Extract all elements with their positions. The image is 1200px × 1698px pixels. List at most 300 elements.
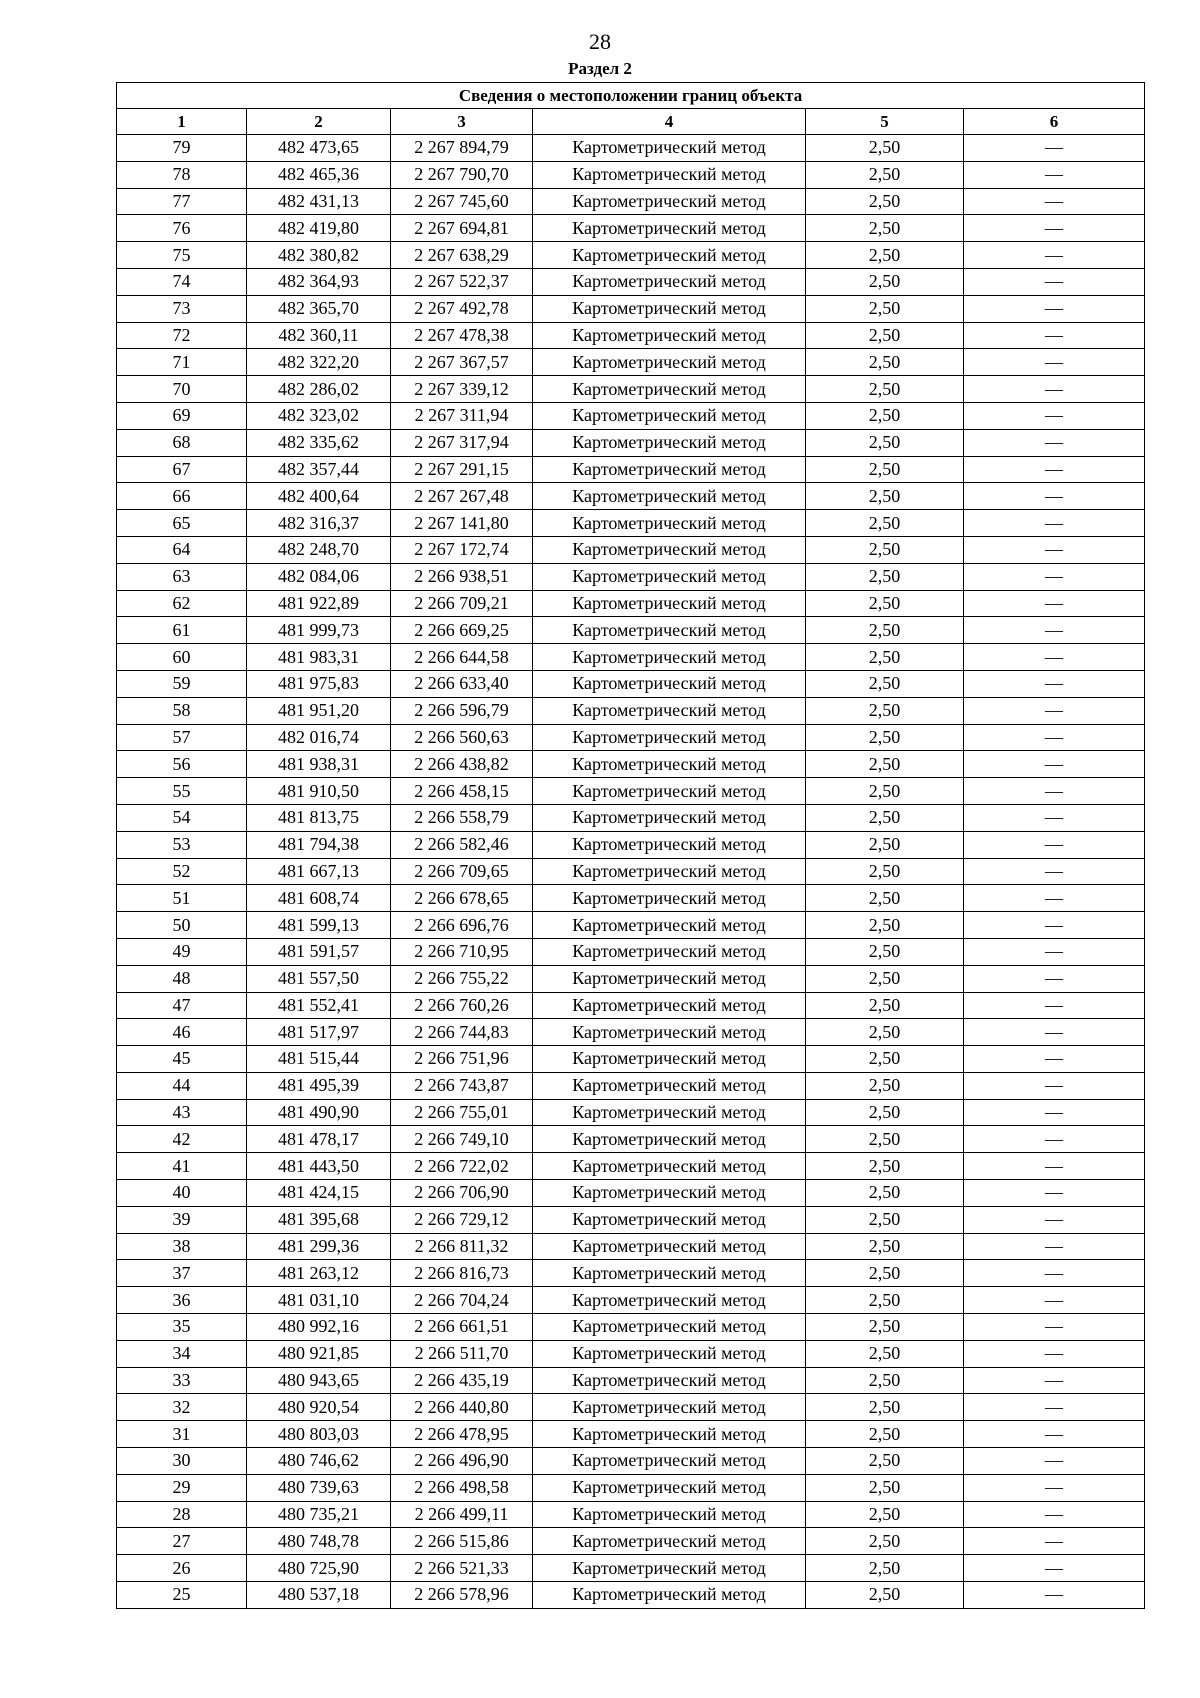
x-coordinate-cell: 482 380,82 [247, 242, 391, 269]
method-cell: Картометрический метод [533, 590, 806, 617]
x-coordinate-cell: 481 910,50 [247, 778, 391, 805]
method-cell: Картометрический метод [533, 1260, 806, 1287]
accuracy-cell: 2,50 [806, 1448, 964, 1475]
accuracy-cell: 2,50 [806, 1046, 964, 1073]
note-cell: — [964, 751, 1145, 778]
note-cell: — [964, 429, 1145, 456]
y-coordinate-cell: 2 266 816,73 [391, 1260, 533, 1287]
accuracy-cell: 2,50 [806, 242, 964, 269]
point-number-cell: 29 [117, 1474, 247, 1501]
table-row [117, 724, 1145, 751]
method-cell: Картометрический метод [533, 1046, 806, 1073]
point-number-cell: 59 [117, 670, 247, 697]
note-cell: — [964, 1287, 1145, 1314]
table-row [117, 1367, 1145, 1394]
method-cell: Картометрический метод [533, 349, 806, 376]
y-coordinate-cell: 2 267 291,15 [391, 456, 533, 483]
point-number-cell: 61 [117, 617, 247, 644]
method-cell: Картометрический метод [533, 215, 806, 242]
table-row [117, 483, 1145, 510]
x-coordinate-cell: 482 323,02 [247, 402, 391, 429]
table-row [117, 751, 1145, 778]
accuracy-cell: 2,50 [806, 590, 964, 617]
table-row [117, 349, 1145, 376]
x-coordinate-cell: 482 364,93 [247, 268, 391, 295]
y-coordinate-cell: 2 266 633,40 [391, 670, 533, 697]
point-number-cell: 78 [117, 161, 247, 188]
y-coordinate-cell: 2 267 492,78 [391, 295, 533, 322]
method-cell: Картометрический метод [533, 1340, 806, 1367]
table-row [117, 1474, 1145, 1501]
table-row [117, 965, 1145, 992]
accuracy-cell: 2,50 [806, 1180, 964, 1207]
accuracy-cell: 2,50 [806, 804, 964, 831]
method-cell: Картометрический метод [533, 751, 806, 778]
method-cell: Картометрический метод [533, 1206, 806, 1233]
table-row [117, 161, 1145, 188]
point-number-cell: 50 [117, 912, 247, 939]
point-number-cell: 48 [117, 965, 247, 992]
y-coordinate-cell: 2 267 367,57 [391, 349, 533, 376]
column-number: 5 [806, 109, 964, 135]
note-cell: — [964, 215, 1145, 242]
note-cell: — [964, 1367, 1145, 1394]
y-coordinate-cell: 2 266 438,82 [391, 751, 533, 778]
accuracy-cell: 2,50 [806, 429, 964, 456]
note-cell: — [964, 1448, 1145, 1475]
x-coordinate-cell: 482 316,37 [247, 510, 391, 537]
note-cell: — [964, 242, 1145, 269]
method-cell: Картометрический метод [533, 912, 806, 939]
x-coordinate-cell: 481 443,50 [247, 1153, 391, 1180]
x-coordinate-cell: 482 473,65 [247, 135, 391, 162]
x-coordinate-cell: 480 921,85 [247, 1340, 391, 1367]
method-cell: Картометрический метод [533, 1501, 806, 1528]
note-cell: — [964, 1501, 1145, 1528]
y-coordinate-cell: 2 267 694,81 [391, 215, 533, 242]
accuracy-cell: 2,50 [806, 483, 964, 510]
method-cell: Картометрический метод [533, 536, 806, 563]
y-coordinate-cell: 2 266 435,19 [391, 1367, 533, 1394]
note-cell: — [964, 536, 1145, 563]
column-number: 4 [533, 109, 806, 135]
method-cell: Картометрический метод [533, 965, 806, 992]
accuracy-cell: 2,50 [806, 885, 964, 912]
note-cell: — [964, 617, 1145, 644]
note-cell: — [964, 510, 1145, 537]
method-cell: Картометрический метод [533, 135, 806, 162]
note-cell: — [964, 402, 1145, 429]
x-coordinate-cell: 482 357,44 [247, 456, 391, 483]
point-number-cell: 27 [117, 1528, 247, 1555]
point-number-cell: 74 [117, 268, 247, 295]
x-coordinate-cell: 481 667,13 [247, 858, 391, 885]
accuracy-cell: 2,50 [806, 965, 964, 992]
column-number-row [117, 109, 1145, 135]
y-coordinate-cell: 2 266 755,01 [391, 1099, 533, 1126]
method-cell: Картометрический метод [533, 992, 806, 1019]
note-cell: — [964, 188, 1145, 215]
method-cell: Картометрический метод [533, 429, 806, 456]
x-coordinate-cell: 481 813,75 [247, 804, 391, 831]
method-cell: Картометрический метод [533, 1582, 806, 1609]
y-coordinate-cell: 2 267 311,94 [391, 402, 533, 429]
accuracy-cell: 2,50 [806, 268, 964, 295]
point-number-cell: 66 [117, 483, 247, 510]
method-cell: Картометрический метод [533, 1180, 806, 1207]
point-number-cell: 47 [117, 992, 247, 1019]
section-label: Раздел 2 [568, 59, 632, 78]
point-number-cell: 43 [117, 1099, 247, 1126]
y-coordinate-cell: 2 267 478,38 [391, 322, 533, 349]
y-coordinate-cell: 2 266 440,80 [391, 1394, 533, 1421]
table-row [117, 402, 1145, 429]
y-coordinate-cell: 2 266 751,96 [391, 1046, 533, 1073]
y-coordinate-cell: 2 266 744,83 [391, 1019, 533, 1046]
table-row [117, 1072, 1145, 1099]
table-row [117, 1314, 1145, 1341]
y-coordinate-cell: 2 267 339,12 [391, 376, 533, 403]
table-row [117, 1019, 1145, 1046]
y-coordinate-cell: 2 266 596,79 [391, 697, 533, 724]
table-row [117, 322, 1145, 349]
point-number-cell: 49 [117, 938, 247, 965]
y-coordinate-cell: 2 267 141,80 [391, 510, 533, 537]
x-coordinate-cell: 482 400,64 [247, 483, 391, 510]
method-cell: Картометрический метод [533, 697, 806, 724]
table-row [117, 644, 1145, 671]
table-row [117, 1528, 1145, 1555]
point-number-cell: 26 [117, 1555, 247, 1582]
table-row [117, 912, 1145, 939]
table-row [117, 858, 1145, 885]
accuracy-cell: 2,50 [806, 912, 964, 939]
x-coordinate-cell: 480 992,16 [247, 1314, 391, 1341]
table-row [117, 1233, 1145, 1260]
method-cell: Картометрический метод [533, 644, 806, 671]
point-number-cell: 40 [117, 1180, 247, 1207]
y-coordinate-cell: 2 267 267,48 [391, 483, 533, 510]
y-coordinate-cell: 2 266 709,21 [391, 590, 533, 617]
point-number-cell: 39 [117, 1206, 247, 1233]
accuracy-cell: 2,50 [806, 858, 964, 885]
accuracy-cell: 2,50 [806, 751, 964, 778]
note-cell: — [964, 1233, 1145, 1260]
x-coordinate-cell: 482 419,80 [247, 215, 391, 242]
note-cell: — [964, 644, 1145, 671]
accuracy-cell: 2,50 [806, 536, 964, 563]
method-cell: Картометрический метод [533, 402, 806, 429]
table-row [117, 697, 1145, 724]
accuracy-cell: 2,50 [806, 295, 964, 322]
accuracy-cell: 2,50 [806, 1367, 964, 1394]
table-row [117, 1153, 1145, 1180]
note-cell: — [964, 1528, 1145, 1555]
accuracy-cell: 2,50 [806, 778, 964, 805]
table-row [117, 885, 1145, 912]
accuracy-cell: 2,50 [806, 938, 964, 965]
accuracy-cell: 2,50 [806, 724, 964, 751]
accuracy-cell: 2,50 [806, 697, 964, 724]
y-coordinate-cell: 2 266 582,46 [391, 831, 533, 858]
accuracy-cell: 2,50 [806, 322, 964, 349]
table-row [117, 536, 1145, 563]
accuracy-cell: 2,50 [806, 1582, 964, 1609]
table-row [117, 563, 1145, 590]
table-row [117, 456, 1145, 483]
x-coordinate-cell: 481 557,50 [247, 965, 391, 992]
note-cell: — [964, 161, 1145, 188]
note-cell: — [964, 135, 1145, 162]
method-cell: Картометрический метод [533, 242, 806, 269]
y-coordinate-cell: 2 266 496,90 [391, 1448, 533, 1475]
x-coordinate-cell: 482 322,20 [247, 349, 391, 376]
note-cell: — [964, 670, 1145, 697]
point-number-cell: 75 [117, 242, 247, 269]
method-cell: Картометрический метод [533, 804, 806, 831]
x-coordinate-cell: 482 286,02 [247, 376, 391, 403]
table-row [117, 1260, 1145, 1287]
x-coordinate-cell: 481 608,74 [247, 885, 391, 912]
point-number-cell: 67 [117, 456, 247, 483]
x-coordinate-cell: 481 495,39 [247, 1072, 391, 1099]
method-cell: Картометрический метод [533, 1367, 806, 1394]
y-coordinate-cell: 2 266 644,58 [391, 644, 533, 671]
x-coordinate-cell: 481 999,73 [247, 617, 391, 644]
note-cell: — [964, 724, 1145, 751]
accuracy-cell: 2,50 [806, 1233, 964, 1260]
accuracy-cell: 2,50 [806, 831, 964, 858]
table-row [117, 268, 1145, 295]
method-cell: Картометрический метод [533, 670, 806, 697]
accuracy-cell: 2,50 [806, 992, 964, 1019]
x-coordinate-cell: 481 552,41 [247, 992, 391, 1019]
table-row [117, 376, 1145, 403]
table-row [117, 1206, 1145, 1233]
point-number-cell: 52 [117, 858, 247, 885]
point-number-cell: 42 [117, 1126, 247, 1153]
method-cell: Картометрический метод [533, 268, 806, 295]
y-coordinate-cell: 2 266 521,33 [391, 1555, 533, 1582]
accuracy-cell: 2,50 [806, 456, 964, 483]
method-cell: Картометрический метод [533, 885, 806, 912]
x-coordinate-cell: 481 983,31 [247, 644, 391, 671]
method-cell: Картометрический метод [533, 1555, 806, 1582]
point-number-cell: 71 [117, 349, 247, 376]
note-cell: — [964, 1340, 1145, 1367]
y-coordinate-cell: 2 266 478,95 [391, 1421, 533, 1448]
note-cell: — [964, 590, 1145, 617]
x-coordinate-cell: 481 263,12 [247, 1260, 391, 1287]
y-coordinate-cell: 2 267 317,94 [391, 429, 533, 456]
method-cell: Картометрический метод [533, 938, 806, 965]
method-cell: Картометрический метод [533, 510, 806, 537]
point-number-cell: 37 [117, 1260, 247, 1287]
table-row [117, 1340, 1145, 1367]
table-row [117, 295, 1145, 322]
x-coordinate-cell: 480 803,03 [247, 1421, 391, 1448]
method-cell: Картометрический метод [533, 376, 806, 403]
accuracy-cell: 2,50 [806, 510, 964, 537]
accuracy-cell: 2,50 [806, 1126, 964, 1153]
y-coordinate-cell: 2 266 755,22 [391, 965, 533, 992]
x-coordinate-cell: 481 515,44 [247, 1046, 391, 1073]
accuracy-cell: 2,50 [806, 1340, 964, 1367]
accuracy-cell: 2,50 [806, 1019, 964, 1046]
x-coordinate-cell: 480 735,21 [247, 1501, 391, 1528]
point-number-cell: 41 [117, 1153, 247, 1180]
note-cell: — [964, 1126, 1145, 1153]
method-cell: Картометрический метод [533, 1287, 806, 1314]
y-coordinate-cell: 2 267 522,37 [391, 268, 533, 295]
note-cell: — [964, 697, 1145, 724]
y-coordinate-cell: 2 267 172,74 [391, 536, 533, 563]
point-number-cell: 28 [117, 1501, 247, 1528]
table-row [117, 1287, 1145, 1314]
x-coordinate-cell: 481 591,57 [247, 938, 391, 965]
x-coordinate-cell: 482 335,62 [247, 429, 391, 456]
point-number-cell: 63 [117, 563, 247, 590]
x-coordinate-cell: 482 016,74 [247, 724, 391, 751]
accuracy-cell: 2,50 [806, 1206, 964, 1233]
table-row [117, 1582, 1145, 1609]
accuracy-cell: 2,50 [806, 135, 964, 162]
accuracy-cell: 2,50 [806, 1287, 964, 1314]
accuracy-cell: 2,50 [806, 1072, 964, 1099]
point-number-cell: 65 [117, 510, 247, 537]
point-number-cell: 72 [117, 322, 247, 349]
accuracy-cell: 2,50 [806, 376, 964, 403]
accuracy-cell: 2,50 [806, 563, 964, 590]
y-coordinate-cell: 2 266 511,70 [391, 1340, 533, 1367]
note-cell: — [964, 912, 1145, 939]
page-number: 28 [589, 29, 611, 54]
x-coordinate-cell: 480 748,78 [247, 1528, 391, 1555]
point-number-cell: 53 [117, 831, 247, 858]
note-cell: — [964, 1046, 1145, 1073]
method-cell: Картометрический метод [533, 295, 806, 322]
table-row [117, 778, 1145, 805]
note-cell: — [964, 1180, 1145, 1207]
x-coordinate-cell: 481 478,17 [247, 1126, 391, 1153]
table-row [117, 135, 1145, 162]
method-cell: Картометрический метод [533, 1421, 806, 1448]
point-number-cell: 35 [117, 1314, 247, 1341]
method-cell: Картометрический метод [533, 1448, 806, 1475]
note-cell: — [964, 295, 1145, 322]
y-coordinate-cell: 2 266 515,86 [391, 1528, 533, 1555]
point-number-cell: 60 [117, 644, 247, 671]
method-cell: Картометрический метод [533, 1126, 806, 1153]
point-number-cell: 62 [117, 590, 247, 617]
note-cell: — [964, 322, 1145, 349]
point-number-cell: 58 [117, 697, 247, 724]
note-cell: — [964, 268, 1145, 295]
y-coordinate-cell: 2 266 661,51 [391, 1314, 533, 1341]
accuracy-cell: 2,50 [806, 1474, 964, 1501]
y-coordinate-cell: 2 266 760,26 [391, 992, 533, 1019]
y-coordinate-cell: 2 266 704,24 [391, 1287, 533, 1314]
y-coordinate-cell: 2 266 938,51 [391, 563, 533, 590]
table-row [117, 1555, 1145, 1582]
y-coordinate-cell: 2 266 729,12 [391, 1206, 533, 1233]
table-row [117, 1046, 1145, 1073]
point-number-cell: 79 [117, 135, 247, 162]
x-coordinate-cell: 481 794,38 [247, 831, 391, 858]
y-coordinate-cell: 2 266 458,15 [391, 778, 533, 805]
note-cell: — [964, 1153, 1145, 1180]
note-cell: — [964, 1582, 1145, 1609]
note-cell: — [964, 1421, 1145, 1448]
x-coordinate-cell: 481 599,13 [247, 912, 391, 939]
x-coordinate-cell: 481 424,15 [247, 1180, 391, 1207]
method-cell: Картометрический метод [533, 456, 806, 483]
method-cell: Картометрический метод [533, 1474, 806, 1501]
x-coordinate-cell: 481 395,68 [247, 1206, 391, 1233]
y-coordinate-cell: 2 266 709,65 [391, 858, 533, 885]
note-cell: — [964, 1206, 1145, 1233]
accuracy-cell: 2,50 [806, 349, 964, 376]
method-cell: Картометрический метод [533, 1394, 806, 1421]
column-number: 6 [964, 109, 1145, 135]
table-row [117, 1501, 1145, 1528]
note-cell: — [964, 376, 1145, 403]
x-coordinate-cell: 481 299,36 [247, 1233, 391, 1260]
x-coordinate-cell: 482 365,70 [247, 295, 391, 322]
y-coordinate-cell: 2 266 722,02 [391, 1153, 533, 1180]
x-coordinate-cell: 481 975,83 [247, 670, 391, 697]
point-number-cell: 56 [117, 751, 247, 778]
note-cell: — [964, 456, 1145, 483]
point-number-cell: 70 [117, 376, 247, 403]
accuracy-cell: 2,50 [806, 1555, 964, 1582]
table-row [117, 938, 1145, 965]
y-coordinate-cell: 2 266 811,32 [391, 1233, 533, 1260]
table-caption: Сведения о местоположении границ объекта [117, 83, 1145, 109]
method-cell: Картометрический метод [533, 1099, 806, 1126]
y-coordinate-cell: 2 267 638,29 [391, 242, 533, 269]
table-row [117, 1099, 1145, 1126]
table-row [117, 617, 1145, 644]
point-number-cell: 34 [117, 1340, 247, 1367]
y-coordinate-cell: 2 266 669,25 [391, 617, 533, 644]
column-number: 1 [117, 109, 247, 135]
table-row [117, 831, 1145, 858]
y-coordinate-cell: 2 267 745,60 [391, 188, 533, 215]
x-coordinate-cell: 482 465,36 [247, 161, 391, 188]
point-number-cell: 31 [117, 1421, 247, 1448]
table-row [117, 804, 1145, 831]
accuracy-cell: 2,50 [806, 1528, 964, 1555]
note-cell: — [964, 1099, 1145, 1126]
y-coordinate-cell: 2 266 578,96 [391, 1582, 533, 1609]
note-cell: — [964, 1555, 1145, 1582]
x-coordinate-cell: 482 431,13 [247, 188, 391, 215]
table-row [117, 1180, 1145, 1207]
table-caption-row [117, 83, 1145, 109]
method-cell: Картометрический метод [533, 161, 806, 188]
x-coordinate-cell: 481 922,89 [247, 590, 391, 617]
point-number-cell: 64 [117, 536, 247, 563]
point-number-cell: 77 [117, 188, 247, 215]
note-cell: — [964, 938, 1145, 965]
table-row [117, 1394, 1145, 1421]
accuracy-cell: 2,50 [806, 670, 964, 697]
table-row [117, 242, 1145, 269]
y-coordinate-cell: 2 266 560,63 [391, 724, 533, 751]
note-cell: — [964, 965, 1145, 992]
table-row [117, 510, 1145, 537]
